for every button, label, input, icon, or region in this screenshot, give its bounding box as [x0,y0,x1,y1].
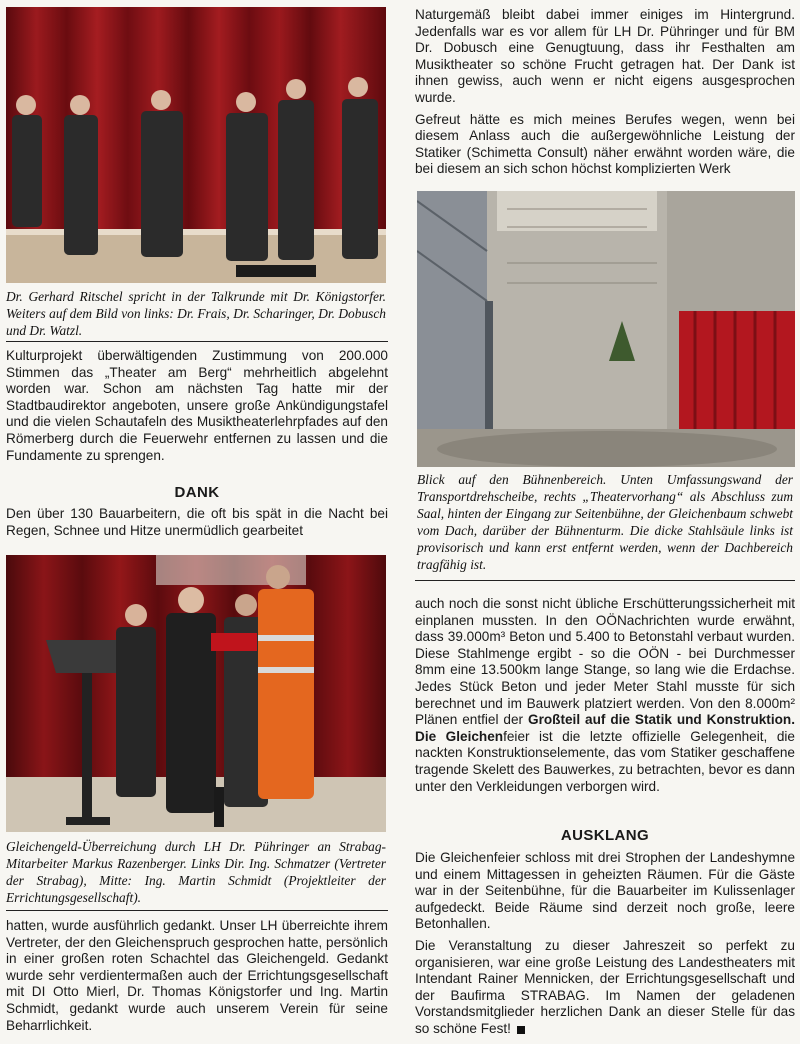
text-erschuetterung-a: auch noch die sonst nicht übliche Erschütterungssicherheit mit einplanen mussten. In den OÖNachrichten wurde erwähnt, dass 39.000m³ Beton und 5.400 to Betonstahl verbaut wurden. Diese Stahlmenge ergibt - so die OÖN - bei Durchmesser 8mm eine 13.500km lange Stange, so lang wie die Erdachse. Jedes Stück Beton und jeder Meter Stahl musste für sich berechnet und im Bauwerk platziert werden. Von den 8.000m² Plänen entfiel der [415,596,795,728]
text-hintergrund: Naturgemäß bleibt dabei immer einiges im Hintergrund. Jedenfalls war es vor allem für LH Dr. Pühringer und für BM Dr. Dobusch eine Genugtuung, dass ihr Festhalten am Musiktheater so schöne Frucht getragen hat. Der Dank ist ihnen gewiss, auch wenn er nicht eigens ausgesprochen wurde. [415,7,795,105]
text-dank-fortsetzung: hatten, wurde ausführlich gedankt. Unser LH überreichte ihrem Vertreter, der den Gleichenspruch gesprochen hatte, persönlich in einer großen roten Schachtel das Gleichengeld. Gedankt wurde sehr verdientermaßen auch der Errichtungsgesellschaft mit DI Otto Mierl, Dr. Thomas Königstorfer und Ing. Martin Schmidt, gedankt wurde auch unserem Verein für seine Beharrlichkeit. [6,918,388,1033]
end-of-article-mark [517,1026,525,1034]
photo-talkrunde [6,7,386,283]
text-statiker: Gefreut hätte es mich meines Berufes wegen, wenn bei diesem Anlass auch die außergewöhnliche Leistung der Statiker (Schimetta Consult) näher erwähnt worden wäre, die bei diesem an sich schon höchst komplizierten Werk [415,111,795,177]
caption3-divider [415,580,795,581]
photo-gleichengeld-image [6,555,386,832]
text-ausklang: Die Gleichenfeier schloss mit drei Strophen der Landeshymne und einem Mittagessen in geheizten Räumen. Für die Gäste war in der Seitenbühne, für die Bauarbeiter im Kulissenlager aufgedeckt. Beide Räume sind derzeit noch große, leere Betonhallen. [415,850,795,932]
paragraph-erschuetterung [415,596,795,800]
text-erschuetterung-bold: Großteil auf die Statik und Konstruktion. Die Gleichen [415,712,795,744]
caption-buehnenbereich: Blick auf den Bühnenbereich. Unten Umfassungswand der Transportdrehscheibe, rechts „Theatervorhang“ als Abschluss zum Saal, hinten der Eingang zur Seitenbühne, der Gleichenbaum schwebt vom Dach, darüber der Bühnenturm. Die dicke Stahlsäule links ist provisorisch und kann erst entfernt werden, wenn der Dachbereich tragfähig ist. [417,472,793,572]
text-kulturprojekt: Kulturprojekt überwältigenden Zustimmung von 200.000 Stimmen das „Theater am Berg“ mehrheitlich abgelehnt worden war. Schon am nächsten Tag hatte mir der Stadtbaudirektor angeboten, unsere große Ankündigungstafel und die vielen Schautafeln des Musiktheaterlehrpfades auf den Römerberg durch die Feuerwehr entfernen zu lassen und die Fundamente zu sprengen. [6,348,388,463]
caption-gleichengeld: Gleichengeld-Überreichung durch LH Dr. Pühringer an Strabag-Mitarbeiter Markus Razenberger. Links Dir. Ing. Schmatzer (Vertreter der Strabag), Mitte: Ing. Martin Schmidt (Projektleiter der Errichtungsgesellschaft). [6,839,386,905]
paragraph-bauarbeiter [6,506,388,544]
text-veranstaltung [415,938,795,1038]
text-veranstaltung-body: Die Veranstaltung zu dieser Jahreszeit so perfekt zu organisieren, war eine große Leistung des Landestheaters mit Intendant Rainer Mennicken, der Errichtungsgesellschaft und der Baufirma STRABAG. Im Namen der geladenen Vorstandsmitglieder herzlichen Dank an dieser Stelle für das so schöne Fest! [415,937,795,1036]
paragraph-dank-fortsetzung [6,918,388,1039]
paragraph-hintergrund [415,7,795,183]
heading-dank: DANK [174,484,220,501]
caption-talkrunde: Dr. Gerhard Ritschel spricht in der Talkrunde mit Dr. Königstorfer. Weiters auf dem Bild von links: Dr. Frais, Dr. Scharinger, Dr. Dobusch und Dr. Watzl. [6,289,386,338]
text-erschuetterung-b: feier ist die letzte offizielle Gelegenheit, die nackten Konstruktionselemente, das vom Statiker geschaffene tragende Skelett des Bauwerkes, zu betrachten, bevor es dann unter den Verkleidungen verborgen wird. [415,728,795,794]
photo-gleichengeld [6,555,386,832]
paragraph-kulturprojekt [6,348,388,469]
photo-talkrunde-image [6,7,386,283]
text-bauarbeiter: Den über 130 Bauarbeitern, die oft bis spät in die Nacht bei Regen, Schnee und Hitze unermüdlich gearbeitet [6,506,388,538]
caption2-divider [6,910,388,911]
heading-ausklang: AUSKLANG [560,827,650,844]
photo-buehnenbereich-image [417,191,795,467]
paragraph-ausklang [415,850,795,1043]
text-erschuetterung [415,596,795,795]
caption-divider [6,341,388,342]
photo-buehnenbereich [417,191,795,467]
